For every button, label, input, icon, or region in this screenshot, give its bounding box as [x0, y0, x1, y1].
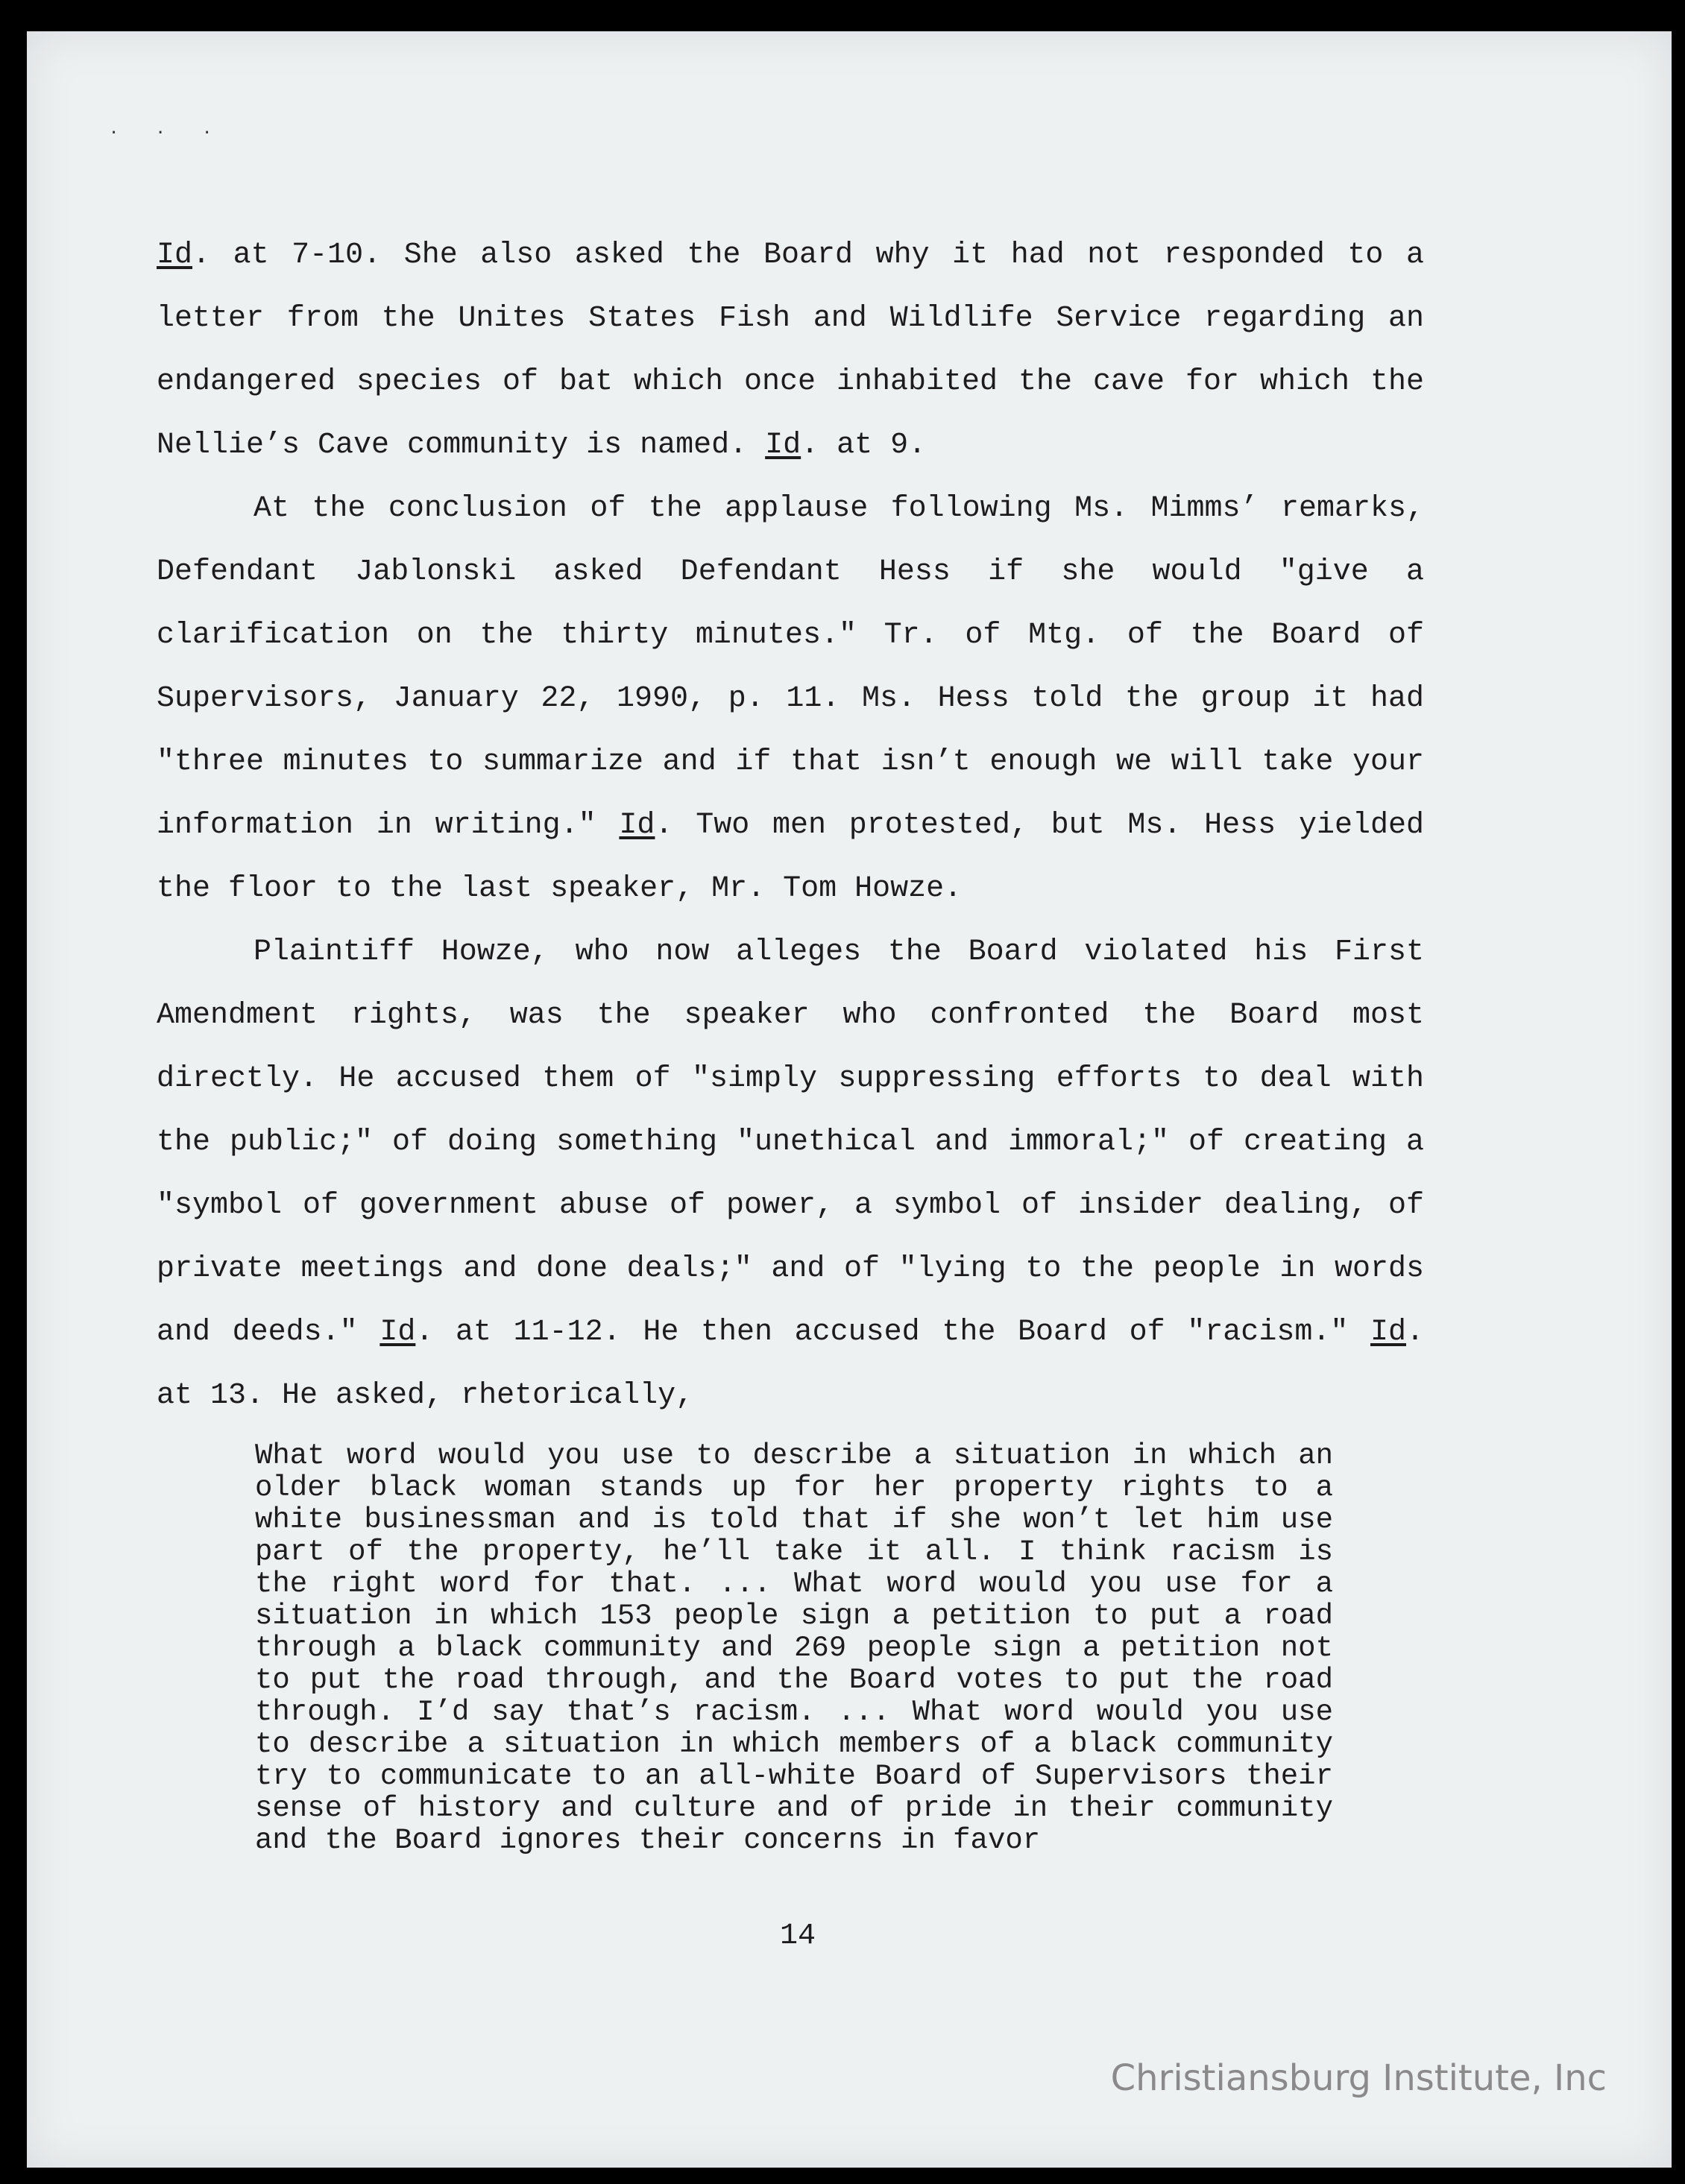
paragraph-text: . Two men protested, but Ms. Hess yielded the floor to the last speaker, Mr. Tom Howze.: [157, 809, 1424, 906]
body-text: [157, 224, 1424, 1427]
paper-specks: . . .: [109, 119, 226, 138]
citation-id: Id: [1370, 1316, 1406, 1349]
paragraph-text: . at 13. He asked, rhetorically,: [157, 1316, 1425, 1413]
paragraph-text: . at 7-10. She also asked the Board why it had not responded to a letter from the Unites States Fish and Wildlife Service regarding an endangered species of bat which once inhabited the cave for which the Nellie’s Cave community is named.: [157, 239, 1424, 462]
block-quote: What word would you use to describe a situation in which an older black woman stands up for her property rights to a white businessman and is told that if she won’t let him use part of the property, he’ll take it all. I think racism is the right word for that. ... What word would you use for a situation in which 153 people sign a petition to put a road through a black community and 269 people sign a petition not to put the road through, and the Board votes to put the road through. I’d say that’s racism. ... What word would you use to describe a situation in which members of a black community try to communicate to an all-white Board of Supervisors their sense of history and culture and of pride in their community and the Board ignores their concerns in favor: [255, 1439, 1333, 1857]
page-number: 14: [779, 1919, 816, 1953]
paragraph-text: . at 9.: [801, 429, 927, 462]
paragraph-2: [157, 477, 1424, 921]
citation-id: Id: [765, 429, 801, 462]
citation-id: Id: [619, 809, 655, 842]
paragraph-text: Plaintiff Howze, who now alleges the Board violated his First Amendment rights, was the speaker who confronted the Board most directly. He accused them of "simply suppressing efforts to deal with the public;" of doing something "unethical and immoral;" of creating a "symbol of government abuse of power, a symbol of insider dealing, of private meetings and done deals;" and of "lying to the people in words and deeds.": [157, 935, 1424, 1349]
citation-id: Id: [379, 1316, 416, 1349]
citation-id: Id: [157, 239, 193, 272]
watermark: Christiansburg Institute, Inc: [1110, 2057, 1607, 2099]
paragraph-3: [157, 921, 1424, 1427]
paragraph-text: . at 11-12. He then accused the Board of "racism.": [415, 1316, 1370, 1349]
paragraph-text: At the conclusion of the applause following Ms. Mimms’ remarks, Defendant Jablonski asked Defendant Hess if she would "give a clarification on the thirty minutes." Tr. of Mtg. of the Board of Supervisors, January 22, 1990, p. 11. Ms. Hess told the group it had "three minutes to summarize and if that isn’t enough we will take your information in writing.": [157, 492, 1424, 842]
paragraph-1: [157, 224, 1424, 477]
